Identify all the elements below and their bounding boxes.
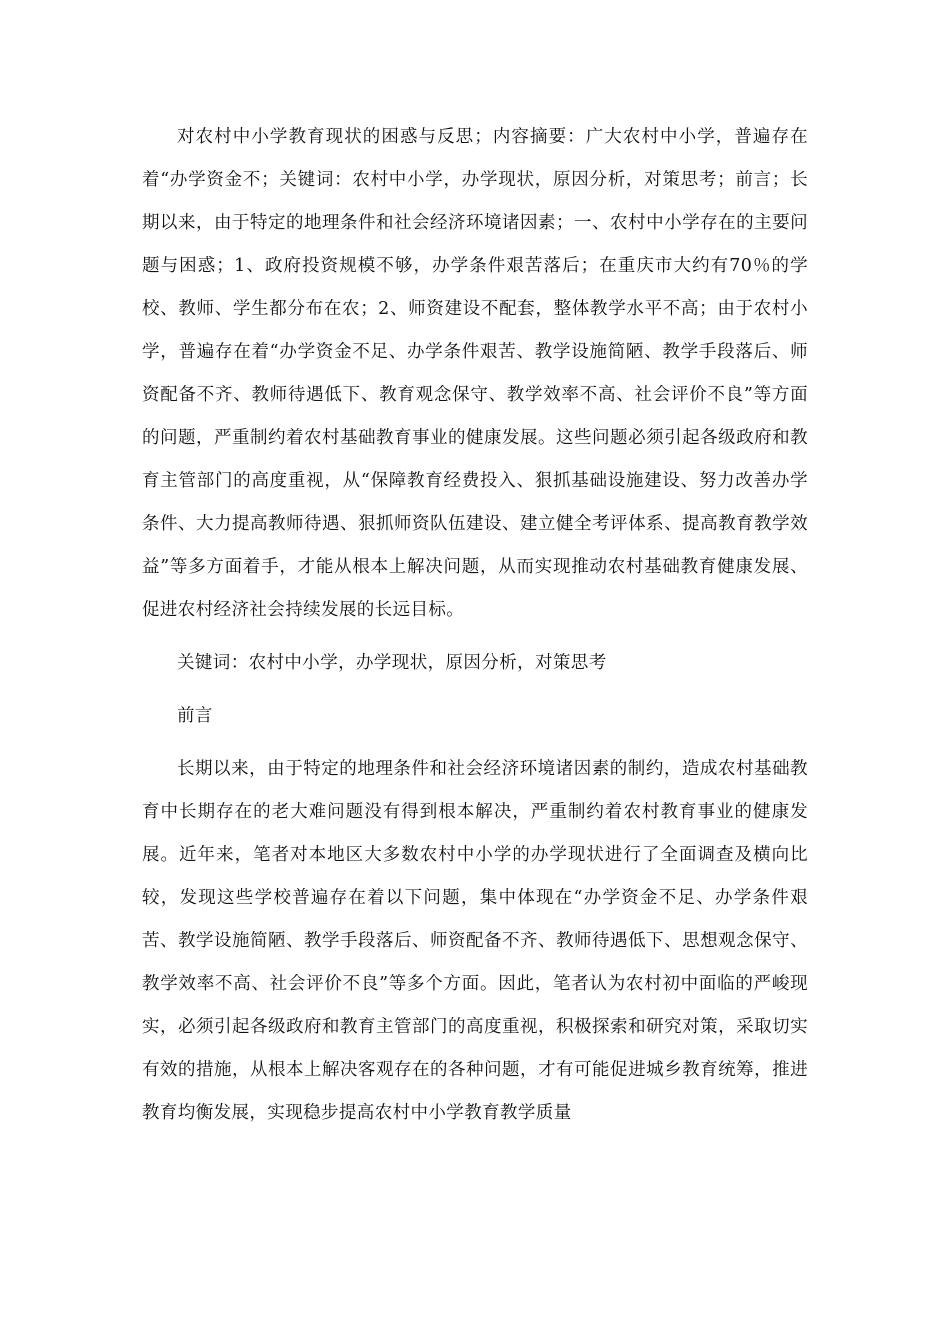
document-body: [142, 116, 808, 1135]
preface-heading: 前言: [177, 706, 213, 726]
keywords-line: 关键词：农村中小学，办学现状，原因分析，对策思考: [177, 653, 607, 673]
abstract-paragraph: 对农村中小学教育现状的困惑与反思；内容摘要：广大农村中小学，普遍存在着“办学资金不；关键词：农村中小学，办学现状，原因分析，对策思考；前言；长期以来，由于特定的地理条件和社会经济环境诸因素；一、农村中小学存在的主要问题与困惑；1、政府投资规模不够，办学条件艰苦落后；在重庆市大约有70％的学校、教师、学生都分布在农；2、师资建设不配套，整体教学水平不高；由于农村小学，普遍存在着“办学资金不足、办学条件艰苦、教学设施简陋、教学手段落后、师资配备不齐、教师待遇低下、教育观念保守、教学效率不高、社会评价不良”等方面的问题，严重制约着农村基础教育事业的健康发展。这些问题必须引起各级政府和教育主管部门的高度重视，从“保障教育经费投入、狠抓基础设施建设、努力改善办学条件、大力提高教师待遇、狠抓师资队伍建设、建立健全考评体系、提高教育教学效益”等多方面着手，才能从根本上解决问题，从而实现推动农村基础教育健康发展、促进农村经济社会持续发展的长远目标。: [142, 127, 808, 620]
preface-paragraph: 长期以来，由于特定的地理条件和社会经济环境诸因素的制约，造成农村基础教育中长期存在的老大难问题没有得到根本解决，严重制约着农村教育事业的健康发展。近年来，笔者对本地区大多数农村中小学的办学现状进行了全面调查及横向比较，发现这些学校普遍存在着以下问题，集中体现在“办学资金不足、办学条件艰苦、教学设施简陋、教学手段落后、师资配备不齐、教师待遇低下、思想观念保守、教学效率不高、社会评价不良”等多个方面。因此，笔者认为农村初中面临的严峻现实，必须引起各级政府和教育主管部门的高度重视，积极探索和研究对策，采取切实有效的措施，从根本上解决客观存在的各种问题，才有可能促进城乡教育统筹，推进教育均衡发展，实现稳步提高农村中小学教育教学质量: [142, 759, 808, 1123]
